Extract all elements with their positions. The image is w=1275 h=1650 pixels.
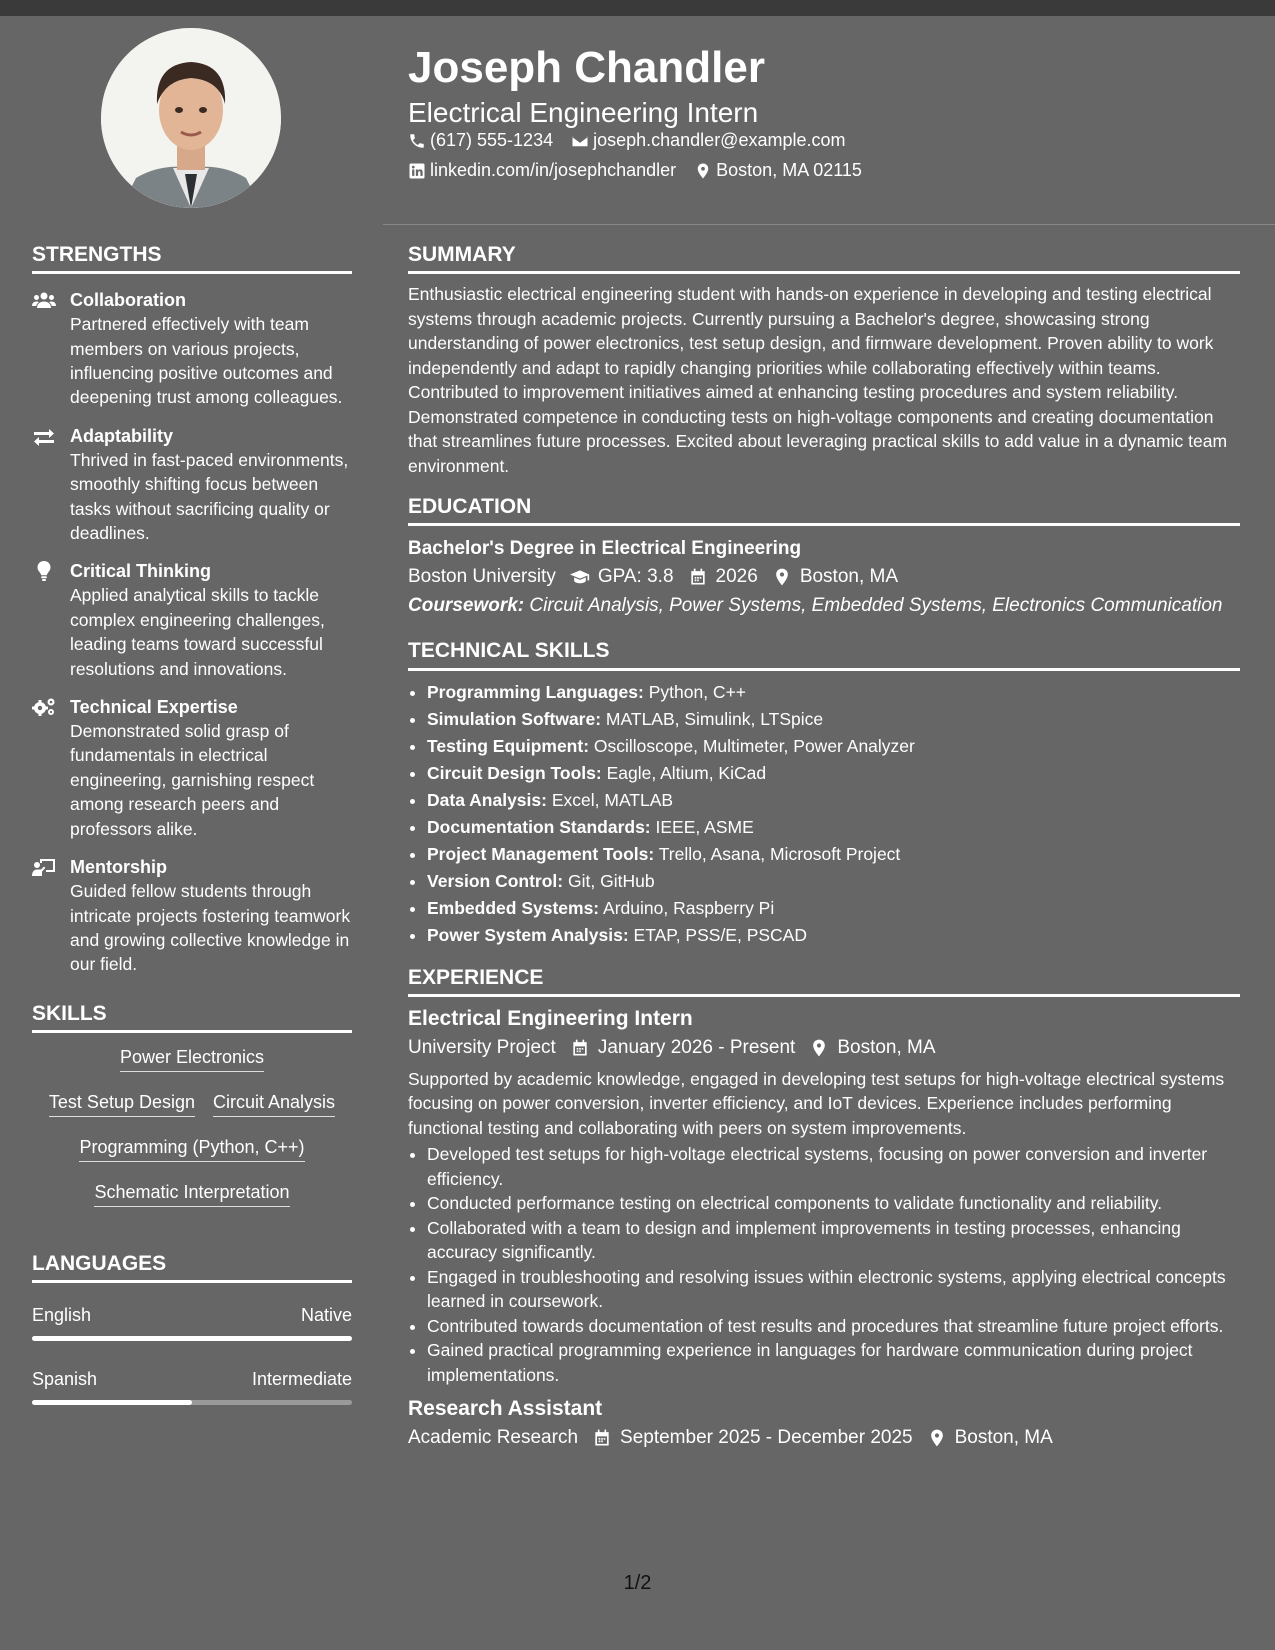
chalkboard-teacher-icon	[32, 857, 56, 877]
language-name: English	[32, 1305, 92, 1326]
language-level: Intermediate	[251, 1369, 352, 1390]
strength-description: Applied analytical skills to tackle complex engineering challenges, leading teams toward successful resolutions and innovations.	[70, 585, 325, 679]
users-icon	[32, 290, 56, 310]
list-item: • Conducted performance testing on electrical components to validate functionality and reliability.	[427, 1191, 1240, 1216]
phone-icon	[408, 132, 426, 150]
envelope-icon	[571, 132, 589, 150]
language-proficiency-fill	[32, 1336, 352, 1341]
contact-location	[694, 160, 862, 181]
skill-value: IEEE, ASME	[655, 816, 754, 837]
skill-value: Python, C++	[648, 681, 747, 702]
list-item	[427, 679, 1240, 706]
skill-label: Data Analysis:	[427, 789, 547, 810]
map-marker-icon	[809, 1038, 829, 1058]
strengths-heading: STRENGTHS	[32, 242, 352, 274]
list-item: • Collaborated with a team to design and implement improvements in testing processes, enhancing accuracy significantly.	[427, 1216, 1240, 1265]
languages-heading: LANGUAGES	[32, 1251, 352, 1283]
sidebar	[32, 242, 352, 1405]
job-bullets	[408, 1142, 1240, 1387]
exchange-icon	[32, 426, 56, 446]
resume-page	[0, 16, 1275, 1650]
skill-tag: Power Electronics	[120, 1047, 264, 1072]
page-number: 1/2	[623, 1572, 652, 1594]
language-item	[32, 1305, 352, 1341]
skill-value: MATLAB, Simulink, LTSpice	[605, 708, 824, 729]
candidate-title: Electrical Engineering Intern	[408, 97, 759, 128]
list-item: • Developed test setups for high-voltage electrical systems, focusing on power conversion and inverter efficiency.	[427, 1142, 1240, 1191]
list-item	[427, 895, 1240, 922]
phone-text: (617) 555-1234	[430, 130, 554, 150]
education-location: Boston, MA	[799, 566, 899, 588]
calendar-icon	[688, 567, 708, 587]
job-entry	[408, 1005, 1240, 1388]
job-title: Research Assistant	[408, 1397, 603, 1421]
linkedin-text: linkedin.com/in/josephchandler	[430, 160, 677, 180]
map-marker-icon	[772, 567, 792, 587]
strength-item	[32, 424, 352, 546]
list-item	[427, 841, 1240, 868]
graduation-cap-icon	[570, 567, 590, 587]
job-location: Boston, MA	[954, 1427, 1053, 1449]
list-item: • Contributed towards documentation of test results and procedures that streamline future project efforts.	[427, 1314, 1240, 1339]
skill-label: Embedded Systems:	[427, 897, 600, 918]
job-title: Electrical Engineering Intern	[408, 1006, 693, 1030]
skill-value: Arduino, Raspberry Pi	[603, 897, 775, 918]
skill-value: Trello, Asana, Microsoft Project	[658, 843, 901, 864]
job-org: Academic Research	[408, 1427, 579, 1449]
experience-heading: EXPERIENCE	[408, 965, 1240, 997]
language-level: Native	[300, 1305, 352, 1326]
coursework-text: Circuit Analysis, Power Systems, Embedded Systems, Electronics Communication	[529, 595, 1223, 617]
calendar-icon	[570, 1038, 590, 1058]
list-item	[427, 922, 1240, 949]
skill-value: Oscilloscope, Multimeter, Power Analyzer	[593, 735, 915, 756]
map-marker-icon	[694, 162, 712, 180]
school-name: Boston University	[408, 566, 556, 588]
experience-section	[408, 965, 1240, 1450]
summary-heading: SUMMARY	[408, 242, 1240, 274]
linkedin-icon	[408, 162, 426, 180]
job-org: University Project	[408, 1036, 556, 1058]
skill-value: Git, GitHub	[568, 870, 655, 891]
education-meta	[408, 566, 1240, 588]
coursework	[408, 594, 1240, 618]
list-item	[427, 733, 1240, 760]
job-summary: Supported by academic knowledge, engaged in developing test setups for high-voltage electrical systems focusing on power conversion, inverter efficiency, and IoT devices. Experience includes performing functional testing and collaborating with peers on system improvements.	[408, 1068, 1225, 1138]
skill-tag: Schematic Interpretation	[94, 1182, 289, 1207]
language-name: Spanish	[32, 1369, 98, 1390]
top-bar	[0, 0, 1275, 16]
strength-title: Critical Thinking	[70, 561, 212, 582]
lightbulb-icon	[32, 561, 56, 581]
job-dates: September 2025 - December 2025	[620, 1427, 913, 1449]
skill-label: Testing Equipment:	[427, 735, 590, 756]
strength-item	[32, 288, 352, 410]
technical-skills-list	[408, 679, 1240, 949]
list-item	[427, 787, 1240, 814]
skill-label: Version Control:	[427, 870, 564, 891]
skill-tag: Circuit Analysis	[213, 1092, 335, 1117]
strength-description: Partnered effectively with team members on various projects, influencing positive outcomes and deepening trust among colleagues.	[70, 314, 343, 408]
job-dates: January 2026 - Present	[597, 1036, 796, 1058]
calendar-icon	[592, 1428, 612, 1448]
email-text: joseph.chandler@example.com	[593, 130, 846, 150]
gears-icon	[32, 697, 56, 717]
list-item: • Gained practical programming experience in languages for hardware communication during project implementations.	[427, 1338, 1240, 1387]
skill-label: Simulation Software:	[427, 708, 602, 729]
avatar-illustration	[101, 28, 281, 208]
summary-section	[408, 242, 1240, 478]
strength-description: Thrived in fast-paced environments, smoothly shifting focus between tasks without sacrificing quality or deadlines.	[70, 449, 349, 544]
strength-title: Mentorship	[70, 857, 167, 878]
skill-value: ETAP, PSS/E, PSCAD	[633, 924, 807, 945]
gpa-text: GPA: 3.8	[597, 566, 674, 588]
skill-label: Power System Analysis:	[427, 924, 629, 945]
header-divider	[383, 224, 1275, 225]
contact-linkedin[interactable]	[408, 160, 676, 181]
skill-label: Circuit Design Tools:	[427, 762, 602, 783]
language-proficiency-fill	[32, 1400, 192, 1405]
job-meta	[408, 1427, 1240, 1449]
skill-label: Programming Languages:	[427, 681, 644, 702]
skill-tag: Test Setup Design	[49, 1092, 195, 1117]
job-location: Boston, MA	[837, 1036, 936, 1058]
list-item: • Engaged in troubleshooting and resolving issues within electronic systems, applying electrical concepts learned in coursework.	[427, 1265, 1240, 1314]
list-item	[427, 760, 1240, 787]
list-item	[427, 706, 1240, 733]
strength-title: Adaptability	[70, 425, 174, 446]
strength-item	[32, 559, 352, 681]
education-section	[408, 494, 1240, 618]
skill-tag: Programming (Python, C++)	[79, 1137, 304, 1162]
candidate-name: Joseph Chandler	[408, 43, 765, 92]
profile-photo	[101, 28, 281, 208]
language-proficiency-bar	[32, 1400, 352, 1405]
strength-item	[32, 855, 352, 977]
skill-label: Documentation Standards:	[427, 816, 651, 837]
main-column	[408, 242, 1240, 1465]
summary-text: Enthusiastic electrical engineering student with hands-on experience in developing and testing electrical systems through academic projects. Currently pursuing a Bachelor's degree, showcasing strong understanding of power electronics, test setup design, and firmware development. Proven ability to work independently and adapt to rapidly changing priorities while collaborating effectively within teams. Contributed to improvement initiatives aimed at enhancing testing procedures and system reliability. Demonstrated competence in conducting tests on high-voltage components and creating documentation that streamlines future processes. Excited about leveraging practical skills to add value in a dynamic team environment.	[408, 284, 1228, 476]
language-proficiency-bar	[32, 1336, 352, 1341]
strength-title: Collaboration	[70, 290, 186, 311]
coursework-label: Coursework:	[408, 595, 525, 617]
technical-skills-section	[408, 638, 1240, 948]
skill-value: Excel, MATLAB	[551, 789, 674, 810]
list-item	[427, 814, 1240, 841]
skills-heading: SKILLS	[32, 1001, 352, 1033]
language-item	[32, 1369, 352, 1405]
skills-list	[32, 1047, 352, 1207]
strength-item	[32, 695, 352, 841]
strength-description: Guided fellow students through intricate projects fostering teamwork and growing collective knowledge in our field.	[70, 881, 351, 975]
skill-label: Project Management Tools:	[427, 843, 655, 864]
graduation-year: 2026	[715, 566, 758, 588]
strength-description: Demonstrated solid grasp of fundamentals in electrical engineering, garnishing respect among research peers and professors alike.	[70, 721, 315, 839]
map-marker-icon	[927, 1428, 947, 1448]
degree-title: Bachelor's Degree in Electrical Engineering	[408, 538, 802, 560]
list-item	[427, 868, 1240, 895]
job-entry	[408, 1395, 1240, 1449]
strength-title: Technical Expertise	[70, 697, 238, 718]
contact-email[interactable]	[571, 130, 845, 151]
education-heading: EDUCATION	[408, 494, 1240, 526]
technical-skills-heading: TECHNICAL SKILLS	[408, 638, 1240, 670]
contact-row-2	[408, 160, 880, 181]
contact-row-1	[408, 130, 864, 151]
skill-value: Eagle, Altium, KiCad	[606, 762, 767, 783]
job-meta	[408, 1037, 1240, 1059]
contact-phone	[408, 130, 553, 151]
location-text: Boston, MA 02115	[716, 160, 862, 180]
